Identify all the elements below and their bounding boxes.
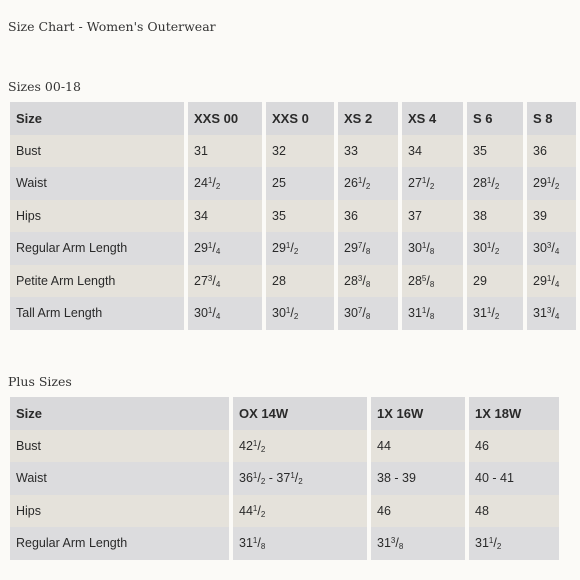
table-cell: 44 — [371, 430, 465, 463]
table-cell: 36 — [338, 200, 398, 233]
table-header-row — [10, 397, 559, 430]
table-cell: 48 — [469, 495, 559, 528]
row-label: Bust — [10, 135, 184, 168]
table-header-row — [10, 102, 576, 135]
table-cell: 34 — [402, 135, 463, 168]
table-cell: 37 — [402, 200, 463, 233]
column-header: S 6 — [467, 102, 523, 135]
column-header: 1X 16W — [371, 397, 465, 430]
table-cell: $31^1/_8$ — [233, 527, 367, 560]
table-cell: 25 — [266, 167, 334, 200]
table-cell: 38 — [467, 200, 523, 233]
table-cell: 28 — [266, 265, 334, 298]
table-cell: $44^1/_2$ — [233, 495, 367, 528]
column-header: S 8 — [527, 102, 576, 135]
column-header: XXS 0 — [266, 102, 334, 135]
column-header: OX 14W — [233, 397, 367, 430]
table-cell: 46 — [469, 430, 559, 463]
row-label: Waist — [10, 167, 184, 200]
row-label: Tall Arm Length — [10, 297, 184, 330]
table-cell: 34 — [188, 200, 262, 233]
table-cell: $29^1/_2$ — [266, 232, 334, 265]
row-label: Regular Arm Length — [10, 232, 184, 265]
table-cell: 35 — [266, 200, 334, 233]
table-cell: $42^1/_2$ — [233, 430, 367, 463]
row-label: Regular Arm Length — [10, 527, 229, 560]
column-header: XS 2 — [338, 102, 398, 135]
table-row — [10, 200, 576, 233]
table-cell: 40 - 41 — [469, 462, 559, 495]
size-table-plus — [6, 397, 563, 560]
table-cell: $31^3/_4$ — [527, 297, 576, 330]
table-cell: $28^3/_8$ — [338, 265, 398, 298]
column-header: Size — [10, 102, 184, 135]
table-cell: 33 — [338, 135, 398, 168]
table-cell: $30^3/_4$ — [527, 232, 576, 265]
table-cell: $26^1/_2$ — [338, 167, 398, 200]
table-row — [10, 297, 576, 330]
page-title: Size Chart - Women's Outerwear — [8, 19, 216, 34]
row-label: Petite Arm Length — [10, 265, 184, 298]
table-cell: $30^7/_8$ — [338, 297, 398, 330]
table-row — [10, 135, 576, 168]
table-row — [10, 265, 576, 298]
table-cell: $36^1/_2 - 37^1/_2$ — [233, 462, 367, 495]
table-cell: $29^7/_8$ — [338, 232, 398, 265]
row-label: Hips — [10, 495, 229, 528]
section-title-sizes: Sizes 00-18 — [8, 79, 81, 94]
table-cell: $29^1/_4$ — [188, 232, 262, 265]
table-cell: $31^1/_2$ — [467, 297, 523, 330]
column-header: XXS 00 — [188, 102, 262, 135]
table-cell: $28^5/_8$ — [402, 265, 463, 298]
table-cell: 38 - 39 — [371, 462, 465, 495]
table-row — [10, 527, 559, 560]
table-row — [10, 232, 576, 265]
table-cell: $30^1/_4$ — [188, 297, 262, 330]
table-cell: $31^1/_8$ — [402, 297, 463, 330]
table-cell: 36 — [527, 135, 576, 168]
table-cell: 32 — [266, 135, 334, 168]
table-row — [10, 495, 559, 528]
section-title-plus: Plus Sizes — [8, 374, 72, 389]
row-label: Hips — [10, 200, 184, 233]
table-row — [10, 462, 559, 495]
table-cell: 35 — [467, 135, 523, 168]
row-label: Waist — [10, 462, 229, 495]
table-cell: $27^3/_4$ — [188, 265, 262, 298]
table-cell: $30^1/_8$ — [402, 232, 463, 265]
column-header: Size — [10, 397, 229, 430]
table-cell: $30^1/_2$ — [266, 297, 334, 330]
table-row — [10, 430, 559, 463]
table-cell: 46 — [371, 495, 465, 528]
table-cell: $28^1/_2$ — [467, 167, 523, 200]
table-cell: $31^1/_2$ — [469, 527, 559, 560]
table-cell: 31 — [188, 135, 262, 168]
column-header: 1X 18W — [469, 397, 559, 430]
table-cell: $29^1/_4$ — [527, 265, 576, 298]
table-cell: $31^3/_8$ — [371, 527, 465, 560]
table-cell: $24^1/_2$ — [188, 167, 262, 200]
table-cell: 39 — [527, 200, 576, 233]
table-cell: $29^1/_2$ — [527, 167, 576, 200]
table-cell: $30^1/_2$ — [467, 232, 523, 265]
table-row — [10, 167, 576, 200]
column-header: XS 4 — [402, 102, 463, 135]
table-cell: 29 — [467, 265, 523, 298]
size-table-regular — [6, 102, 580, 330]
table-cell: $27^1/_2$ — [402, 167, 463, 200]
row-label: Bust — [10, 430, 229, 463]
